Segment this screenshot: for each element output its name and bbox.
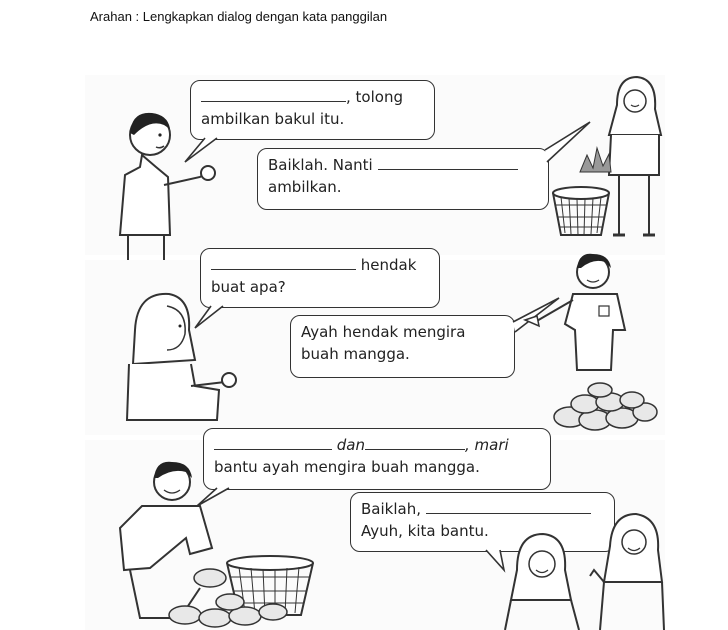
girl-hijab-illustration bbox=[590, 510, 665, 630]
speech-bubble-girl bbox=[257, 148, 549, 210]
bubble-tail bbox=[193, 306, 233, 332]
bubble-text: bantu ayah mengira buah mangga. bbox=[214, 458, 480, 476]
answer-blank[interactable] bbox=[378, 155, 518, 170]
father-illustration bbox=[525, 250, 635, 390]
answer-blank[interactable] bbox=[365, 435, 465, 450]
speech-bubble-father bbox=[290, 315, 515, 378]
bubble-text: hendak bbox=[360, 256, 417, 274]
answer-blank[interactable] bbox=[201, 87, 346, 102]
bubble-text: ambilkan bakul itu. bbox=[201, 110, 345, 128]
bubble-text: , tolong bbox=[346, 88, 403, 106]
speech-bubble-boy bbox=[190, 80, 435, 140]
girl-hijab-illustration bbox=[505, 530, 580, 630]
worksheet bbox=[85, 70, 665, 630]
bubble-tail bbox=[185, 138, 225, 168]
bubble-text: Baiklah, bbox=[361, 500, 421, 518]
answer-blank[interactable] bbox=[214, 435, 332, 450]
bubble-text: Ayah hendak mengira bbox=[301, 323, 466, 341]
mango-pile-illustration bbox=[145, 590, 295, 630]
bubble-text: , mari bbox=[465, 436, 509, 454]
basket-icon bbox=[551, 185, 611, 240]
bubble-text: dan bbox=[336, 436, 366, 454]
answer-blank[interactable] bbox=[211, 255, 356, 270]
plant-illustration bbox=[575, 140, 615, 175]
speech-bubble-girl bbox=[200, 248, 440, 308]
bubble-text: Ayuh, kita bantu. bbox=[361, 522, 489, 540]
bubble-text: buat apa? bbox=[211, 278, 286, 296]
bubble-text: ambilkan. bbox=[268, 178, 342, 196]
bubble-text: buah mangga. bbox=[301, 345, 410, 363]
mango-pile-illustration bbox=[550, 382, 660, 432]
bubble-text: Baiklah. Nanti bbox=[268, 156, 373, 174]
instruction: Arahan : Lengkapkan dialog dengan kata panggilan bbox=[90, 9, 388, 24]
speech-bubble-children bbox=[203, 428, 551, 490]
answer-blank[interactable] bbox=[426, 499, 591, 514]
